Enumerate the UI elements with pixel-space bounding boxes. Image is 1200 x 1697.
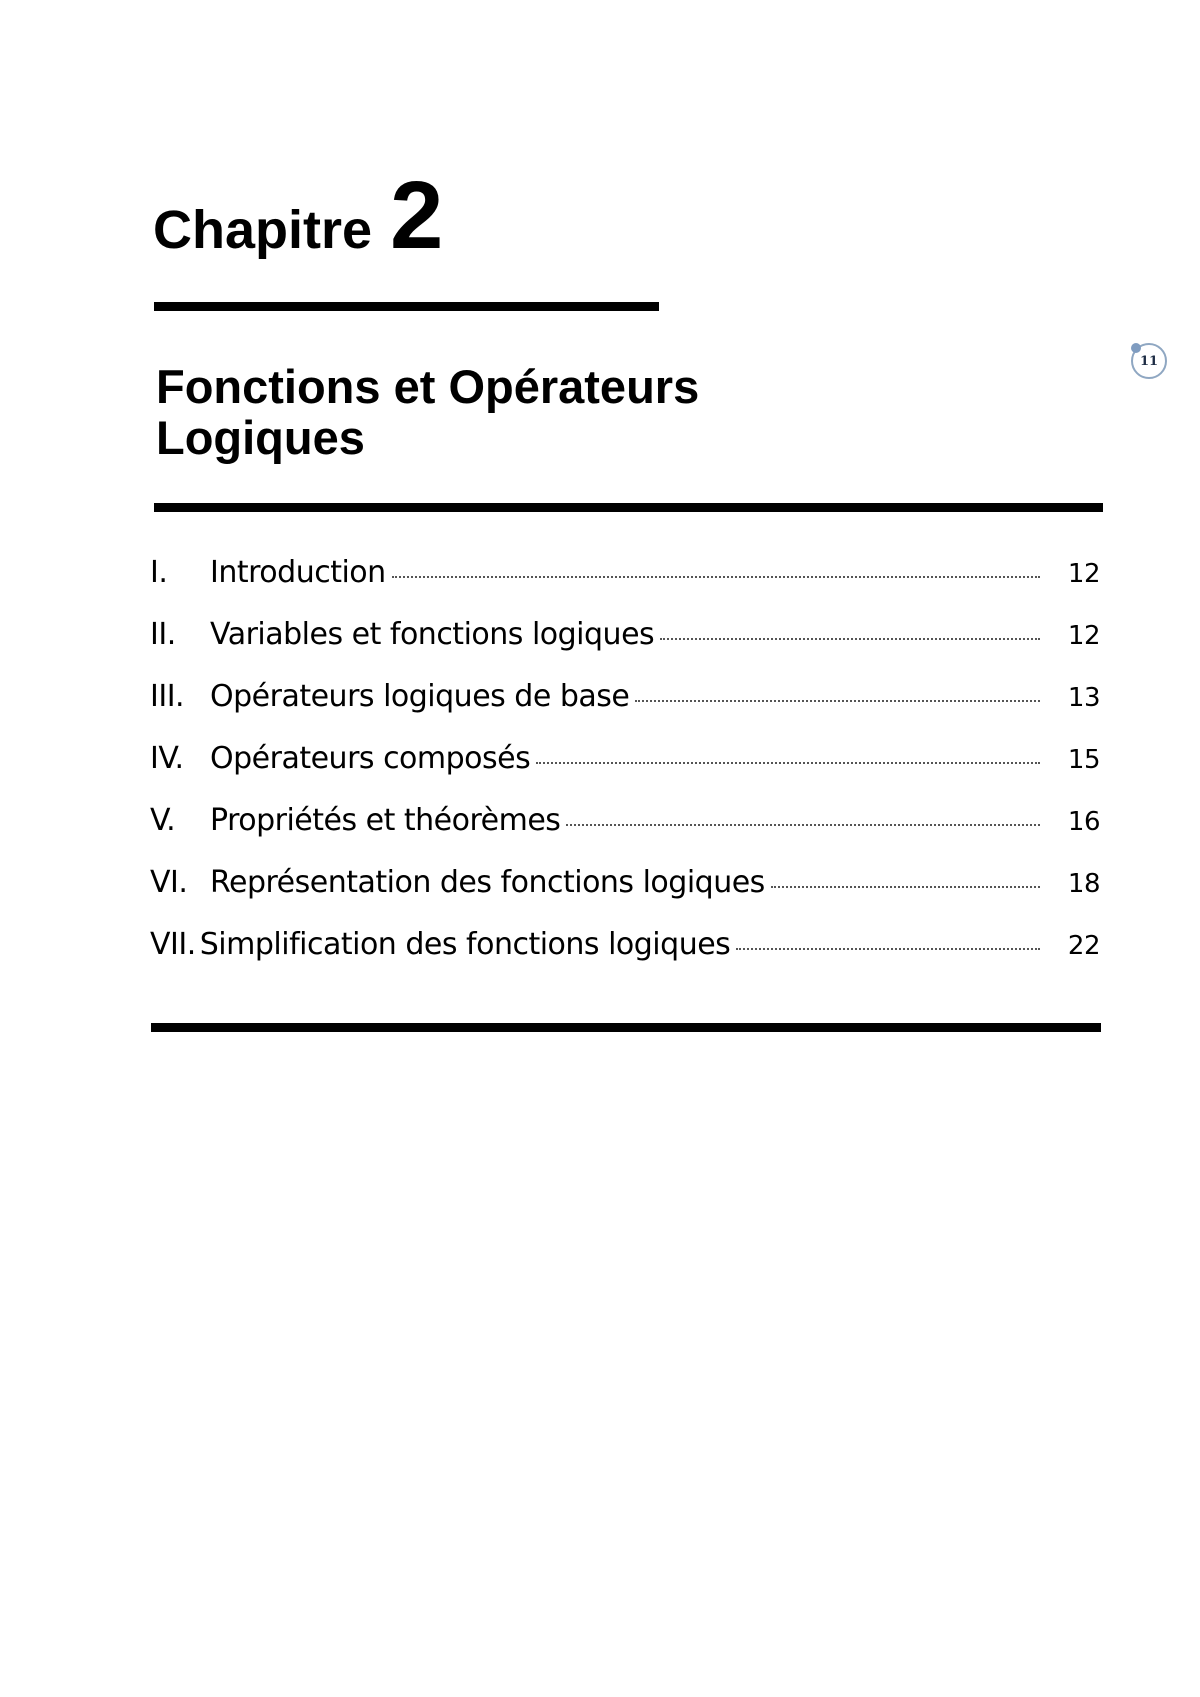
toc-dot-leader: [566, 824, 1040, 826]
toc-entry-page: 22: [1067, 931, 1100, 961]
heading-divider: [154, 302, 659, 311]
toc-entry-page: 18: [1067, 869, 1100, 899]
toc-entry-label: Simplification des fonctions logiques: [199, 927, 731, 962]
toc-entry-page: 12: [1067, 559, 1100, 589]
chapter-word: Chapitre: [153, 200, 373, 260]
toc-entry-number: III.: [150, 679, 185, 714]
toc-entry-page: 15: [1067, 745, 1100, 775]
toc-entry[interactable]: [150, 617, 1100, 679]
toc-dot-leader: [635, 700, 1040, 702]
chapter-heading: [153, 162, 444, 269]
toc-dot-leader: [392, 576, 1040, 578]
toc-entry[interactable]: [150, 803, 1100, 865]
toc-entry-label: Propriétés et théorèmes: [210, 803, 561, 838]
toc-dot-leader: [536, 762, 1040, 764]
toc-entry[interactable]: [150, 927, 1100, 989]
chapter-number: 2: [390, 162, 444, 269]
toc-entry-label: Représentation des fonctions logiques: [210, 865, 765, 900]
toc-entry-number: II.: [150, 617, 176, 652]
toc-entry-page: 12: [1067, 621, 1100, 651]
toc-entry-number: V.: [150, 803, 176, 838]
toc-entry-label: Opérateurs logiques de base: [210, 679, 630, 714]
toc-entry[interactable]: [150, 555, 1100, 617]
toc-entry[interactable]: [150, 741, 1100, 803]
page-number: 11: [1139, 353, 1159, 369]
chapter-title: [156, 361, 856, 463]
toc-entry-page: 16: [1067, 807, 1100, 837]
toc-entry[interactable]: [150, 865, 1100, 927]
toc-entry-number: I.: [150, 555, 168, 590]
chapter-title-line-1: Fonctions et Opérateurs: [156, 360, 700, 413]
chapter-title-line-2: Logiques: [156, 411, 365, 464]
toc-entry-number: VII.: [150, 927, 196, 962]
badge-dot-icon: [1131, 343, 1141, 353]
toc-entry-label: Opérateurs composés: [210, 741, 531, 776]
toc-dot-leader: [736, 948, 1040, 950]
toc-entry-label: Variables et fonctions logiques: [210, 617, 655, 652]
toc-dot-leader: [771, 886, 1040, 888]
page-number-badge: [1131, 343, 1167, 379]
toc-dot-leader: [660, 638, 1040, 640]
toc-entry-number: IV.: [150, 741, 184, 776]
toc-entry-label: Introduction: [210, 555, 386, 590]
toc-entry-number: VI.: [150, 865, 188, 900]
title-divider: [154, 503, 1103, 512]
toc-bottom-divider: [151, 1023, 1101, 1032]
toc-entry-page: 13: [1067, 683, 1100, 713]
table-of-contents: [150, 555, 1100, 989]
toc-entry[interactable]: [150, 679, 1100, 741]
